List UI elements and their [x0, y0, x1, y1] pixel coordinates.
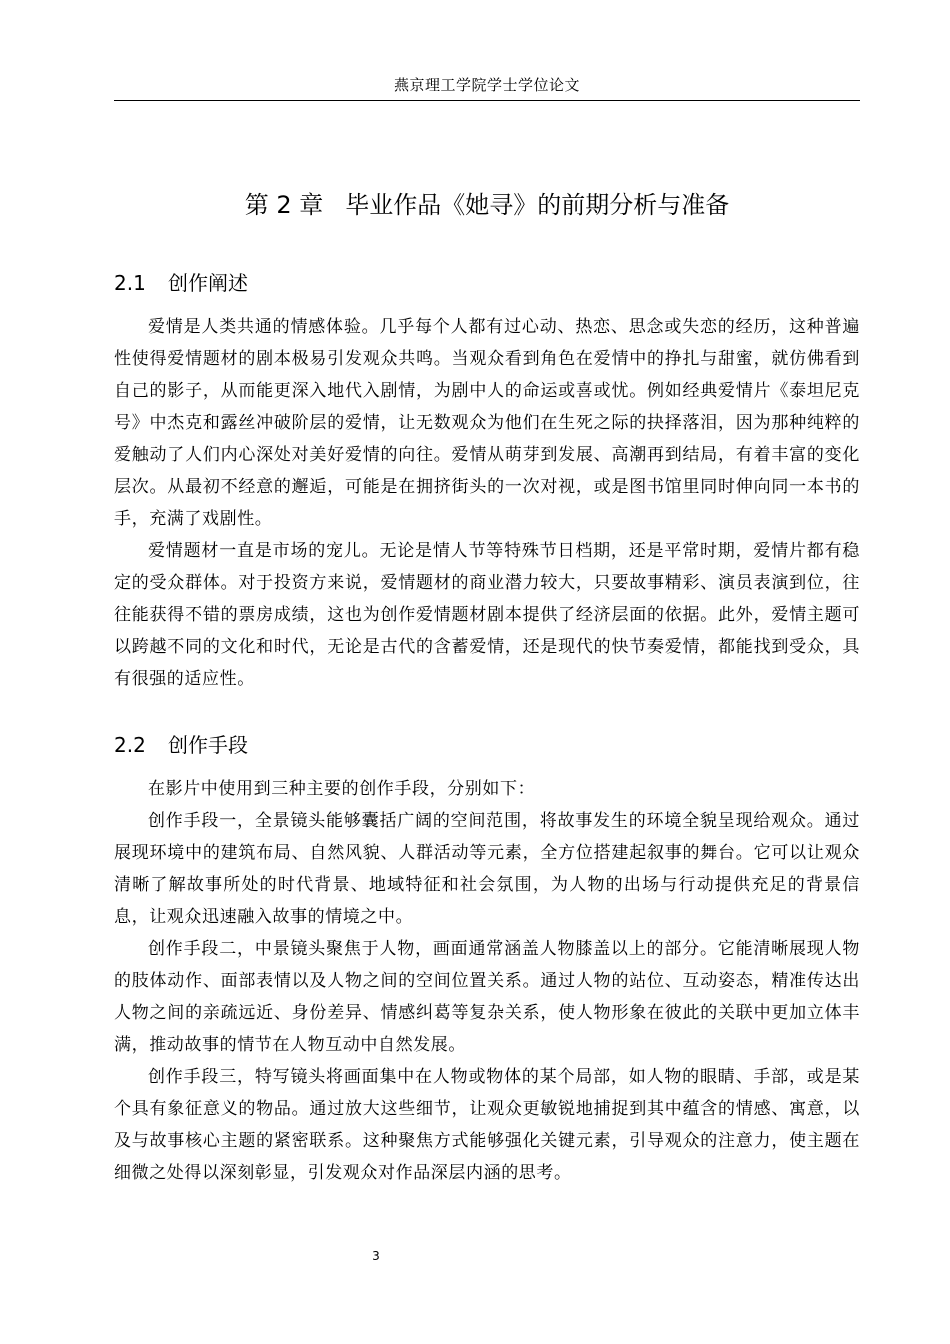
header-rule: [114, 100, 860, 101]
paragraph: 在影片中使用到三种主要的创作手段，分别如下：: [148, 779, 536, 799]
page-number: 3: [372, 1249, 380, 1263]
chapter-title-text: 毕业作品《她寻》的前期分析与准备: [345, 191, 730, 219]
chapter-title: [114, 188, 860, 222]
section-number: 2.1: [114, 271, 146, 295]
section-heading: [114, 268, 860, 298]
paragraph: 创作手段二，中景镜头聚焦于人物，画面通常涵盖人物膝盖以上的部分。它能清晰展现人物的肢体动作、面部表情以及人物之间的空间位置关系。通过人物的站位、互动姿态，精准传达出人物之间的亲疏远近、身份差异、情感纠葛等复杂关系，使人物形象在彼此的关联中更加立体丰满，推动故事的情节在人物互动中自然发展。: [114, 939, 860, 1055]
chapter-number: 第 2 章: [244, 191, 324, 219]
paragraph: 爱情是人类共通的情感体验。几乎每个人都有过心动、热恋、思念或失恋的经历，这种普遍性使得爱情题材的剧本极易引发观众共鸣。当观众看到角色在爱情中的挣扎与甜蜜，就仿佛看到自己的影子，从而能更深入地代入剧情，为剧中人的命运或喜或忧。例如经典爱情片《泰坦尼克号》中杰克和露丝冲破阶层的爱情，让无数观众为他们在生死之际的抉择落泪，因为那种纯粹的爱触动了人们内心深处对美好爱情的向往。爱情从萌芽到发展、高潮再到结局，有着丰富的变化层次。从最初不经意的邂逅，可能是在拥挤街头的一次对视，或是图书馆里同时伸向同一本书的手，充满了戏剧性。: [114, 317, 860, 529]
section-number: 2.2: [114, 733, 146, 757]
paragraph: 创作手段一，全景镜头能够囊括广阔的空间范围，将故事发生的环境全貌呈现给观众。通过展现环境中的建筑布局、自然风貌、人群活动等元素，全方位搭建起叙事的舞台。它可以让观众清晰了解故事所处的时代背景、地域特征和社会氛围，为人物的出场与行动提供充足的背景信息，让观众迅速融入故事的情境之中。: [114, 811, 860, 927]
section-title: 创作手段: [168, 733, 248, 757]
section-title: 创作阐述: [168, 271, 248, 295]
paragraph: 爱情题材一直是市场的宠儿。无论是情人节等特殊节日档期，还是平常时期，爱情片都有稳定的受众群体。对于投资方来说，爱情题材的商业潜力较大，只要故事精彩、演员表演到位，往往能获得不错的票房成绩，这也为创作爱情题材剧本提供了经济层面的依据。此外，爱情主题可以跨越不同的文化和时代，无论是古代的含蓄爱情，还是现代的快节奏爱情，都能找到受众，具有很强的适应性。: [114, 541, 860, 689]
section-body: [114, 773, 860, 1189]
running-header: 燕京理工学院学士学位论文: [393, 76, 580, 94]
section-heading: [114, 730, 860, 760]
section-body: [114, 311, 860, 695]
paragraph: 创作手段三，特写镜头将画面集中在人物或物体的某个局部，如人物的眼睛、手部，或是某个具有象征意义的物品。通过放大这些细节，让观众更敏锐地捕捉到其中蕴含的情感、寓意，以及与故事核心主题的紧密联系。这种聚焦方式能够强化关键元素，引导观众的注意力，使主题在细微之处得以深刻彰显，引发观众对作品深层内涵的思考。: [114, 1067, 860, 1183]
